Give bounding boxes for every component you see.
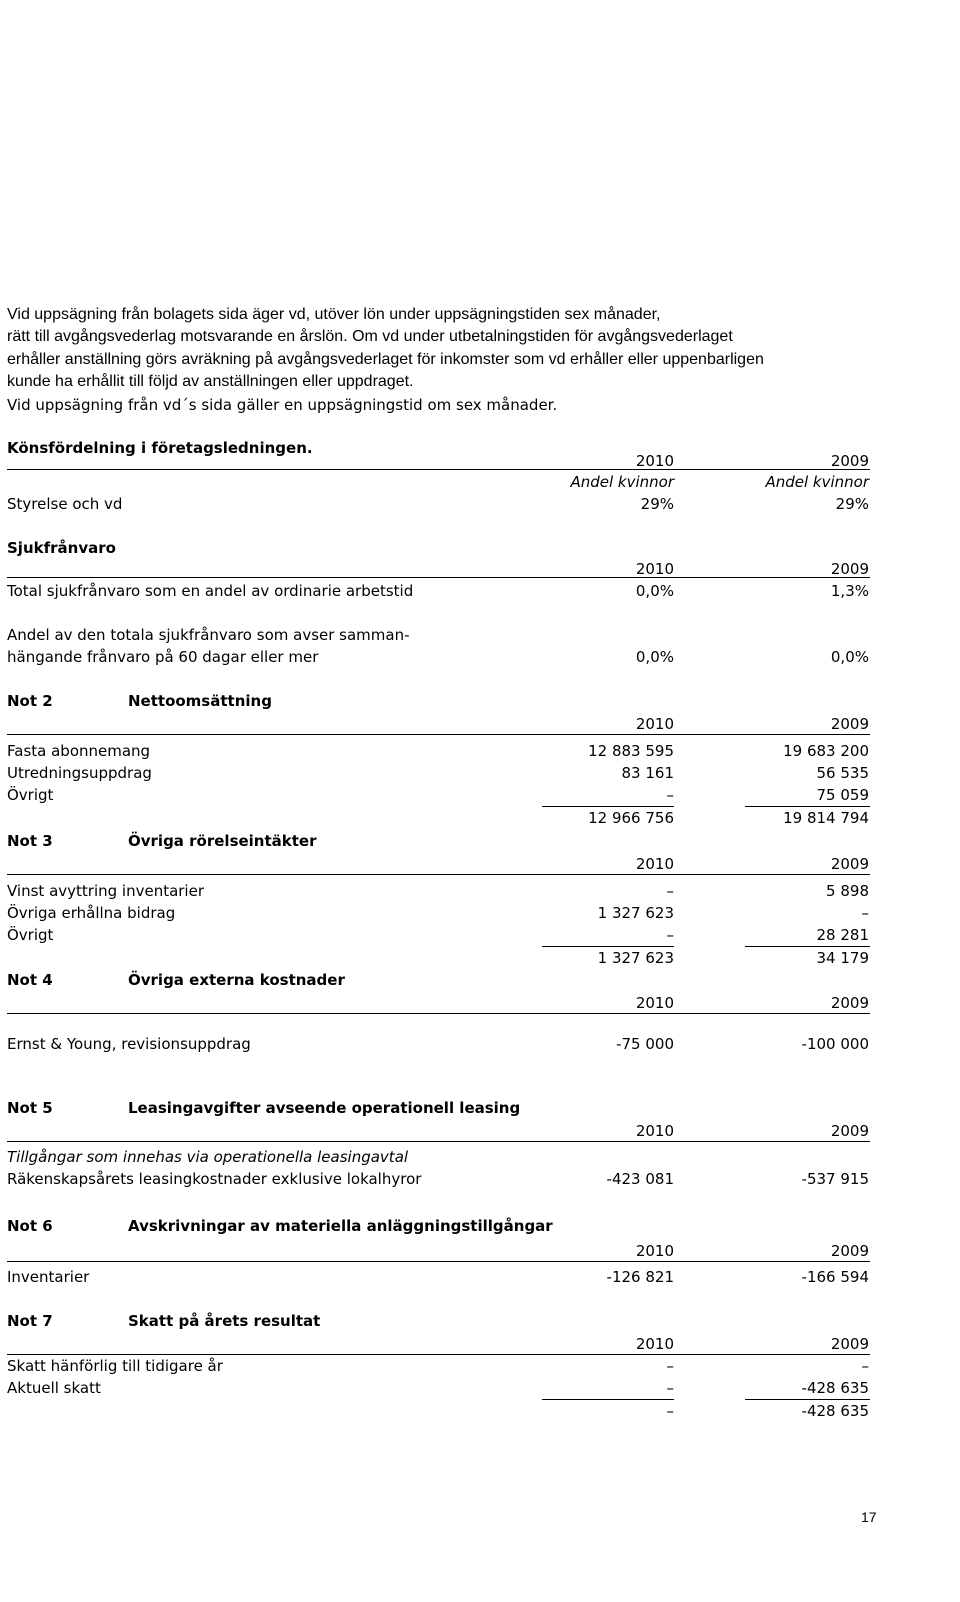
year-2010: 2010	[635, 1242, 674, 1260]
value-2009: 56 535	[816, 764, 869, 782]
value-2010: –	[666, 926, 674, 944]
note-title: Skatt på årets resultat	[128, 1312, 321, 1330]
value-2009: –	[861, 1357, 869, 1375]
year-2010: 2010	[635, 1122, 674, 1140]
value-2009: –	[861, 904, 869, 922]
intro-line: Vid uppsägning från bolagets sida äger vd, utöver lön under uppsägningstiden sex månader,	[7, 306, 661, 323]
total-2009: -428 635	[801, 1402, 869, 1420]
value-2009: 28 281	[816, 926, 869, 944]
note-title: Leasingavgifter avseende operationell leasing	[128, 1099, 521, 1117]
sum-rule	[745, 806, 870, 807]
total-2010: –	[666, 1402, 674, 1420]
note-number: Not 5	[7, 1099, 53, 1117]
year-2010: 2010	[635, 855, 674, 873]
value-2010: –	[666, 1357, 674, 1375]
value-2010: –	[666, 1379, 674, 1397]
header-rule	[7, 1141, 870, 1142]
row-label: Inventarier	[7, 1268, 90, 1286]
share-women-header: Andel kvinnor	[570, 473, 674, 491]
row-label: Aktuell skatt	[7, 1379, 101, 1397]
row-label: Styrelse och vd	[7, 495, 123, 513]
value-2009: -428 635	[801, 1379, 869, 1397]
note-number: Not 3	[7, 832, 53, 850]
value-2010: 0,0%	[635, 582, 674, 600]
note-number: Not 7	[7, 1312, 53, 1330]
value-2010: -126 821	[606, 1268, 674, 1286]
sum-rule	[542, 946, 674, 947]
year-2009: 2009	[830, 452, 869, 470]
value-2010: 83 161	[621, 764, 674, 782]
page-number: 17	[861, 1509, 877, 1525]
header-rule	[7, 874, 870, 875]
value-2010: -423 081	[606, 1170, 674, 1188]
header-rule	[7, 577, 870, 578]
note-title: Avskrivningar av materiella anläggningstillgångar	[128, 1217, 553, 1235]
sum-rule	[542, 806, 674, 807]
row-label: Övriga erhållna bidrag	[7, 904, 176, 922]
subheading: Tillgångar som innehas via operationella leasingavtal	[7, 1148, 409, 1166]
header-rule	[7, 1261, 870, 1262]
note-number: Not 2	[7, 692, 53, 710]
header-rule	[7, 469, 870, 470]
row-label: Total sjukfrånvaro som en andel av ordinarie arbetstid	[7, 582, 414, 600]
year-2009: 2009	[830, 994, 869, 1012]
year-2010: 2010	[635, 452, 674, 470]
total-2010: 12 966 756	[588, 809, 674, 827]
row-label: Övrigt	[7, 926, 54, 944]
header-rule	[7, 734, 870, 735]
year-2009: 2009	[830, 715, 869, 733]
gender-heading: Könsfördelning i företagsledningen.	[7, 439, 313, 457]
note-number: Not 4	[7, 971, 53, 989]
row-label: Andel av den totala sjukfrånvaro som avser samman-	[7, 626, 410, 644]
sum-rule	[542, 1399, 674, 1400]
value-2009: -537 915	[801, 1170, 869, 1188]
value-2009: -100 000	[801, 1035, 869, 1053]
note-number: Not 6	[7, 1217, 53, 1235]
note-title: Övriga rörelseintäkter	[128, 832, 317, 850]
sum-rule	[745, 946, 870, 947]
notice-period-text: Vid uppsägning från vd´s sida gäller en uppsägningstid om sex månader.	[7, 396, 558, 414]
year-2010: 2010	[635, 715, 674, 733]
year-2010: 2010	[635, 560, 674, 578]
intro-line: rätt till avgångsvederlag motsvarande en årslön. Om vd under utbetalningstiden för avgångsvederlaget	[7, 328, 733, 345]
year-2009: 2009	[830, 855, 869, 873]
value-2010: -75 000	[616, 1035, 674, 1053]
intro-line: erhåller anställning görs avräkning på avgångsvederlaget för inkomster som vd erhåller eller uppenbarligen	[7, 351, 764, 368]
value-2010: 29%	[640, 495, 674, 513]
row-label: Fasta abonnemang	[7, 742, 151, 760]
row-label: Ernst & Young, revisionsuppdrag	[7, 1035, 251, 1053]
year-2010: 2010	[635, 1335, 674, 1353]
row-label: Räkenskapsårets leasingkostnader exklusive lokalhyror	[7, 1170, 422, 1188]
total-2010: 1 327 623	[597, 949, 674, 967]
sum-rule	[745, 1399, 870, 1400]
value-2010: –	[666, 882, 674, 900]
row-label: Övrigt	[7, 786, 54, 804]
value-2009: -166 594	[801, 1268, 869, 1286]
row-label: Skatt hänförlig till tidigare år	[7, 1357, 223, 1375]
year-2010: 2010	[635, 994, 674, 1012]
value-2010: 0,0%	[635, 648, 674, 666]
value-2009: 0,0%	[830, 648, 869, 666]
share-women-header: Andel kvinnor	[765, 473, 869, 491]
total-2009: 19 814 794	[783, 809, 869, 827]
row-label: Vinst avyttring inventarier	[7, 882, 204, 900]
value-2010: 1 327 623	[597, 904, 674, 922]
value-2009: 75 059	[816, 786, 869, 804]
year-2009: 2009	[830, 1122, 869, 1140]
value-2010: 12 883 595	[588, 742, 674, 760]
value-2009: 29%	[835, 495, 869, 513]
value-2009: 1,3%	[830, 582, 869, 600]
year-2009: 2009	[830, 560, 869, 578]
note-title: Nettoomsättning	[128, 692, 272, 710]
header-rule	[7, 1013, 870, 1014]
note-title: Övriga externa kostnader	[128, 971, 345, 989]
total-2009: 34 179	[816, 949, 869, 967]
row-label: Utredningsuppdrag	[7, 764, 152, 782]
value-2009: 19 683 200	[783, 742, 869, 760]
value-2009: 5 898	[826, 882, 869, 900]
row-label: hängande frånvaro på 60 dagar eller mer	[7, 648, 319, 666]
year-2009: 2009	[830, 1242, 869, 1260]
value-2010: –	[666, 786, 674, 804]
intro-line: kunde ha erhållit till följd av anställningen eller uppdraget.	[7, 373, 414, 390]
sick-leave-heading: Sjukfrånvaro	[7, 539, 116, 557]
header-rule	[7, 1354, 870, 1355]
year-2009: 2009	[830, 1335, 869, 1353]
